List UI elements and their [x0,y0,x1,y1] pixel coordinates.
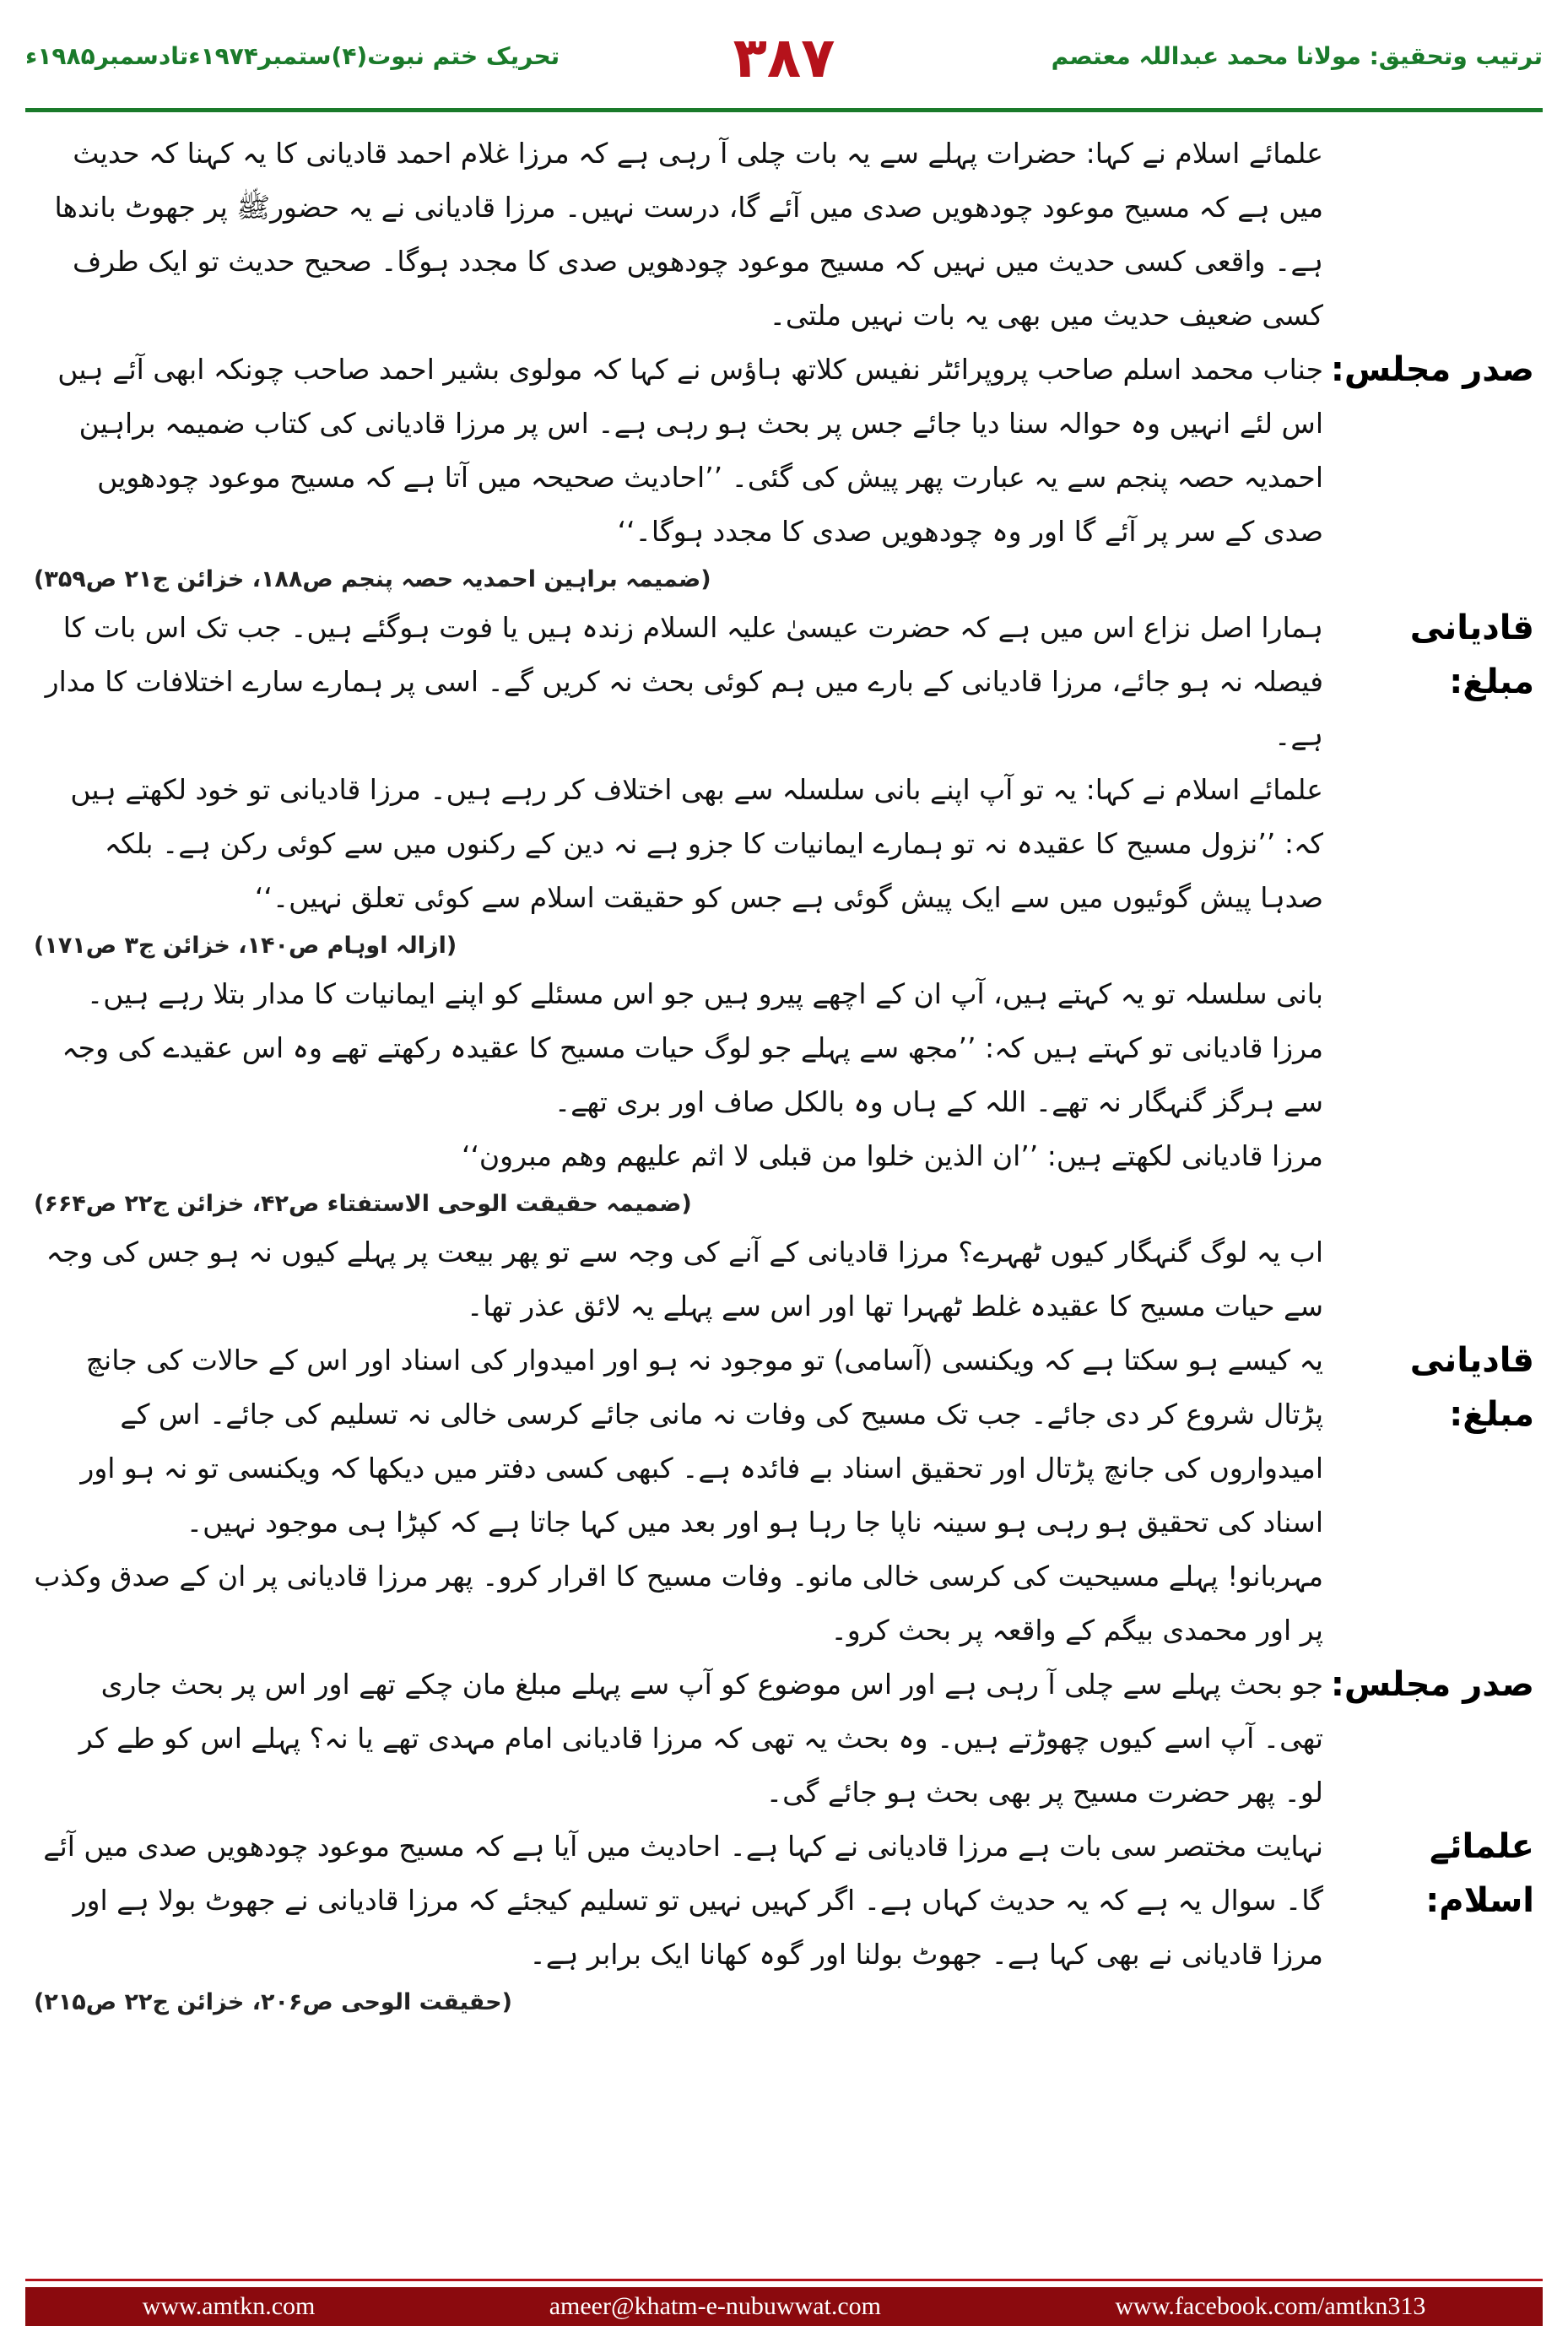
citation: (ضمیمہ براہین احمدیہ حصہ پنجم ص۱۸۸، خزائن ج۲۱ ص۳۵۹) [34,566,711,592]
paragraph-text: بانی سلسلہ تو یہ کہتے ہیں، آپ ان کے اچھے پیرو ہیں جو اس مسئلے کو اپنے ایمانیات کا مدار بتلا رہے ہیں۔ مرزا قادیانی تو کہتے ہیں کہ: ’’مجھ سے پہلے جو لوگ حیات مسیح کا عقیدہ رکھتے تھے وہ اس عقیدے کی وجہ سے ہرگز گنہگار نہ تھے۔ اللہ کے ہاں وہ بالکل صاف اور بری تھے۔ [62,977,1323,1118]
footer-bar [25,2287,1543,2326]
paragraph [34,763,1323,967]
footer-divider [25,2279,1543,2281]
dialogue-block [34,1225,1534,1333]
speaker-label: قادیانی مبلغ: [1409,608,1534,701]
paragraph [34,1225,1323,1333]
dialogue-block [34,1658,1534,1820]
paragraph-text: یہ کیسے ہو سکتا ہے کہ ویکنسی (آسامی) تو موجود نہ ہو اور امیدوار کی اسناد اور اس کے حالات کی جانچ پڑتال شروع کر دی جائے۔ جب تک مسیح کی وفات نہ مانی جائے کرسی خالی نہ تسلیم کی جائے۔ اس کے امیدواروں کی جانچ پڑتال اور تحقیق اسناد بے فائدہ ہے۔ کبھی کسی دفتر میں دیکھا کہ ویکنسی تو نہ ہو اور اسناد کی تحقیق ہو رہی ہو سینہ ناپا جا رہا ہو اور بعد میں کہا جاتا ہے کہ کپڑا ہی موجود نہیں۔ [80,1344,1323,1539]
paragraph [34,1658,1323,1820]
dialogue-block [34,127,1534,343]
citation: (حقیقت الوحی ص۲۰۶، خزائن ج۲۲ ص۲۱۵) [34,1989,512,2015]
page-number: ۳۸۷ [733,25,835,90]
citation: (ضمیمہ حقیقت الوحی الاستفتاء ص۴۲، خزائن ج۲۲ ص۶۶۴) [34,1191,692,1217]
paragraph-text: اب یہ لوگ گنہگار کیوں ٹھہرے؟ مرزا قادیانی کے آنے کی وجہ سے تو پھر بیعت پر پہلے کیوں نہ ہو جس کی وجہ سے حیات مسیح کا عقیدہ غلط ٹھہرا تھا اور اس سے پہلے یہ لائق عذر تھا۔ [46,1236,1323,1322]
email-link[interactable]: ameer@khatm-e-nubuwwat.com [549,2292,882,2320]
paragraph [34,1820,1323,2024]
dialogue-block [34,601,1534,763]
paragraph-text: علمائے اسلام نے کہا: حضرات پہلے سے یہ بات چلی آ رہی ہے کہ مرزا غلام احمد قادیانی کا یہ کہنا کہ حدیث میں ہے کہ مسیح موعود چودھویں صدی میں آئے گا، درست نہیں۔ مرزا قادیانی نے یہ حضورﷺ پر جھوٹ باندھا ہے۔ واقعی کسی حدیث میں نہیں کہ مسیح موعود چودھویں صدی کا مجدد ہوگا۔ صحیح حدیث تو ایک طرف کسی ضعیف حدیث میں بھی یہ بات نہیں ملتی۔ [54,137,1323,332]
compiler-credit: ترتیب وتحقیق: مولانا محمد عبداللہ معتصم [1051,42,1543,70]
dialogue-block [34,343,1534,601]
speaker-label: علمائے اسلام: [1425,1827,1534,1920]
dialogue-block [34,763,1534,967]
speaker-label: قادیانی مبلغ: [1409,1341,1534,1434]
paragraph-text: نہایت مختصر سی بات ہے مرزا قادیانی نے کہا ہے۔ احادیث میں آیا ہے کہ مسیح موعود چودھویں صدی میں آئے گا۔ سوال یہ ہے کہ یہ حدیث کہاں ہے۔ اگر کہیں نہیں تو تسلیم کیجئے کہ مرزا قادیانی نے جھوٹ بولا ہے اور مرزا قادیانی نے بھی کہا ہے۔ جھوٹ بولنا اور گوہ کھانا ایک برابر ہے۔ [43,1830,1323,1971]
paragraph-text: جناب محمد اسلم صاحب پروپرائٹر نفیس کلاتھ ہاؤس نے کہا کہ مولوی بشیر احمد صاحب چونکہ ابھی آئے ہیں اس لئے انہیں وہ حوالہ سنا دیا جائے جس پر بحث ہو رہی ہے۔ اس پر مرزا قادیانی کی کتاب ضمیمہ براہین احمدیہ حصہ پنجم سے یہ عبارت پھر پیش کی گئی۔ ’’احادیث صحیحہ میں آتا ہے کہ مسیح موعود چودھویں صدی کے سر پر آئے گا اور وہ چودھویں صدی کا مجدد ہوگا۔‘‘ [57,353,1323,548]
paragraph-text: مہربانو! پہلے مسیحیت کی کرسی خالی مانو۔ وفات مسیح کا اقرار کرو۔ پھر مرزا قادیانی پر ان کے صدق وکذب پر اور محمدی بیگم کے واقعہ پر بحث کرو۔ [34,1560,1323,1647]
paragraph-text: جو بحث پہلے سے چلی آ رہی ہے اور اس موضوع کو آپ سے پہلے مبلغ مان چکے تھے اور اس پر بحث جاری تھی۔ آپ اسے کیوں چھوڑتے ہیں۔ وہ بحث یہ تھی کہ مرزا قادیانی امام مہدی تھے یا نہ؟ پہلے اس کو طے کر لو۔ پھر حضرت مسیح پر بھی بحث ہو جائے گی۔ [78,1668,1323,1809]
dialogue-block [34,1550,1534,1658]
facebook-link[interactable]: www.facebook.com/amtkn313 [1115,2292,1426,2320]
speaker-label: صدر مجلس: [1330,350,1534,389]
dialogue-block [34,1333,1534,1550]
paragraph [34,1550,1323,1658]
book-title: تحریک ختم نبوت(۴)ستمبر۱۹۷۴ءتادسمبر۱۹۸۵ء [25,42,560,70]
paragraph-text: مرزا قادیانی لکھتے ہیں: ’’ان الذین خلوا من قبلی لا اثم علیھم وھم مبرون‘‘ [461,1139,1323,1172]
paragraph [34,127,1323,343]
dialogue-block [34,967,1534,1129]
paragraph [34,1129,1323,1225]
paragraph [34,601,1323,763]
website-link[interactable]: www.amtkn.com [142,2292,316,2320]
paragraph [34,343,1323,601]
page-footer [0,2279,1568,2342]
paragraph [34,1333,1323,1550]
citation: (ازالہ اوہام ص۱۴۰، خزائن ج۳ ص۱۷۱) [34,933,457,959]
speaker-label: صدر مجلس: [1330,1665,1534,1704]
dialogue-block [34,1129,1534,1225]
paragraph [34,967,1323,1129]
dialogue-block [34,1820,1534,2024]
header-divider [25,108,1543,112]
paragraph-text: علمائے اسلام نے کہا: یہ تو آپ اپنے بانی سلسلہ سے بھی اختلاف کر رہے ہیں۔ مرزا قادیانی تو خود لکھتے ہیں کہ: ’’نزول مسیح کا عقیدہ نہ تو ہمارے ایمانیات کا جزو ہے نہ دین کے رکنوں میں سے کوئی رکن ہے۔ بلکہ صدہا پیش گوئیوں میں سے ایک پیش گوئی ہے جس کو حقیقت اسلام سے کوئی تعلق نہیں۔‘‘ [70,773,1323,914]
paragraph-text: ہمارا اصل نزاع اس میں ہے کہ حضرت عیسیٰ علیہ السلام زندہ ہیں یا فوت ہوگئے ہیں۔ جب تک اس بات کا فیصلہ نہ ہو جائے، مرزا قادیانی کے بارے میں ہم کوئی بحث نہ کریں گے۔ اسی پر ہمارے سارے اختلافات کا مدار ہے۔ [45,611,1323,752]
page-body [34,127,1534,2024]
page-header [25,25,1543,101]
